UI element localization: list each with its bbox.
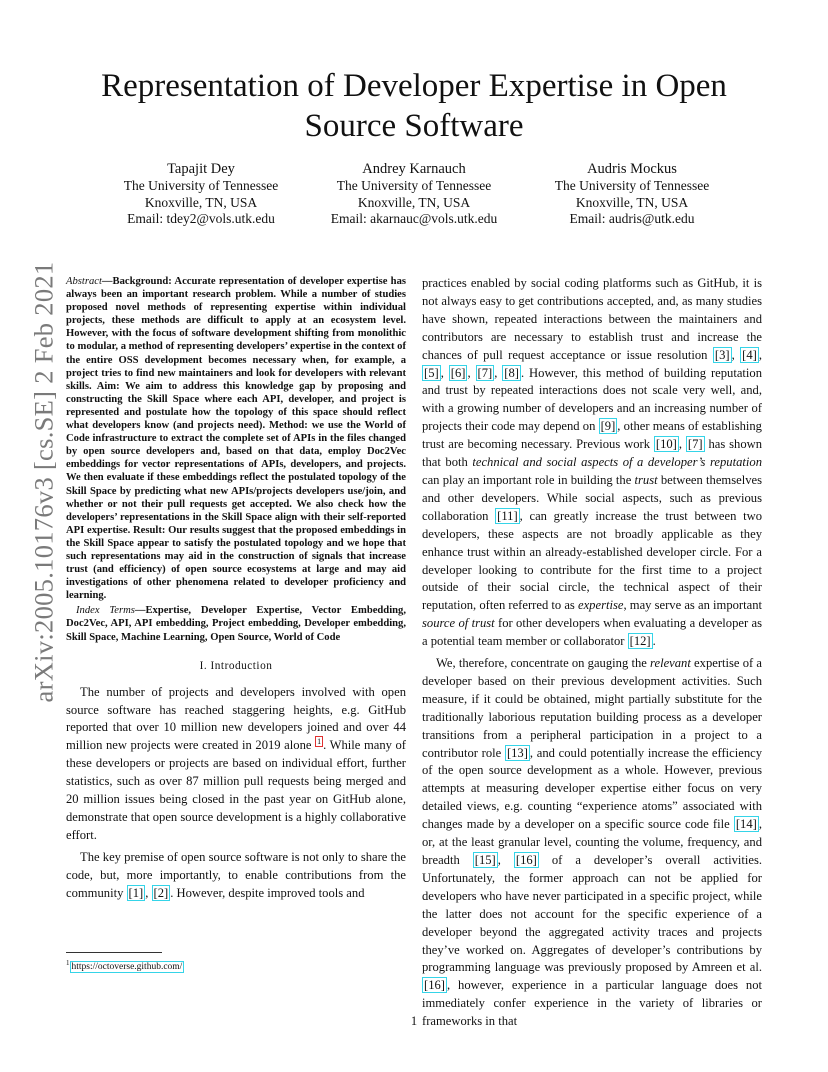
citation-link[interactable]: [6] [450, 365, 466, 380]
author-email: Email: audris@utk.edu [569, 211, 695, 226]
citation-link[interactable]: [15] [474, 853, 496, 867]
text-run: between themselves and other developers. While social aspects, such as previous collaboration [422, 472, 762, 523]
text-run: for other developers when evaluating a developer as a potential team member or collaborator [422, 616, 762, 649]
citation-link[interactable]: [4] [742, 347, 757, 362]
citation-link[interactable]: [7] [477, 365, 493, 380]
text-run: . While many of these developers or projects are based on individual effort, further statistics, such as over 87 million pull requests being merged and 20 million issues being closed in the past year on GitHub alone, demonstrate that open source development is a highly collaborative effort. [66, 738, 407, 842]
citation-link[interactable]: [8] [504, 365, 519, 380]
intro-paragraph-1 [66, 684, 406, 845]
text-run: , other means of establishing trust are becoming necessary. Previous work [422, 419, 762, 452]
emphasis: source of trust [422, 616, 495, 631]
text-run: , and could potentially increase the efficiency of the open source development as a whole. However, previous attempts at measuring developer expertise either focus on very detailed views, e.g. counting “experience atoms” associated with changes made by a developer on a specific source code file [422, 745, 763, 832]
text-run: The number of projects and developers involved with open source software has reached staggering heights, e.g. GitHub reported that over 10 million new developers joined and over 44 million new projects were created in 2019 alone [66, 684, 406, 753]
index-terms-text: —Expertise, Developer Expertise, Vector Embedding, Doc2Vec, API, API embedding, Project embedding, Developer embedding, Skill Space, Machine Learning, Open Source, World of Code [66, 605, 406, 643]
emphasis: relevant [650, 656, 691, 671]
citation-link[interactable]: [14] [735, 817, 757, 832]
footnote [66, 959, 184, 972]
text-run: , or, at the least granular level, counting the volume, frequency, and breadth [422, 817, 762, 867]
footnote-rule [66, 952, 162, 953]
abstract-text: —Background: Accurate representation of developer expertise has always been an important research problem. While a number of studies proposed novel methods of representing expertise within individual projects, these methods are difficult to apply at an ecosystem level. However, with the focus of software development shifting from monolithic to modular, a method of representing developers’ expertise in the context of the entire OSS development becomes necessary when, for example, a project tries to find new maintainers and look for developers with relevant skills. Aim: We aim to address this knowledge gap by proposing and constructing the Skill Space where each API, developer, and project is represented and postulate how the topology of this space should reflect what developers know (and projects need). Method: we use the World of Code infrastructure to extract the complete set of APIs in the files changed by open source developers and, based on that data, employ Doc2Vec embeddings for vector representations of APIs, developers, and projects. We then evaluate if these embeddings reflect the postulated topology of the Skill Space by predicting what new APIs/projects developers use/join, and whether or not their pull requests get accepted. We also check how the developers’ representations in the Skill Space align with their self-reported API expertise. Result: Our results suggest that the proposed embeddings in the Skill Space appear to satisfy the postulated topology and we hope that such representations may aid in the construction of signals that increase trust (and efficiency) of open source ecosystems at large and may aid investigations of other phenomena related to developer proficiency and learning. [66, 276, 406, 602]
text-run: , may serve as an important [623, 598, 762, 613]
emphasis: expertise [578, 598, 624, 613]
footnote-url-link[interactable]: https://octoverse.github.com/ [71, 962, 183, 973]
left-column [66, 275, 406, 903]
page-number: 1 [410, 1014, 418, 1028]
citation-link[interactable]: [13] [506, 745, 528, 760]
intro-paragraph-2 [66, 849, 406, 903]
emphasis: technical and social aspects of a developer’s reputation [472, 455, 762, 470]
citation-link[interactable]: [2] [153, 885, 169, 900]
author-name: Audris Mockus [587, 161, 677, 177]
citation-link[interactable]: [12] [629, 634, 651, 649]
citation-link[interactable]: [5] [424, 365, 439, 380]
citation-link[interactable]: [11] [497, 508, 518, 523]
index-terms [66, 604, 406, 643]
text-run: . [652, 634, 656, 649]
abstract [66, 275, 406, 602]
author-location: Knoxville, TN, USA [575, 194, 689, 210]
text-run: practices enabled by social coding platforms such as GitHub, it is not always easy to get contributions accepted, and, as many studies have shown, repeated interactions between the maintainers and contributors are necessary to establish trust and increase the chances of pull request acceptance or issue resolution [422, 276, 762, 362]
citation-link[interactable]: [16] [424, 978, 445, 993]
text-run: , can greatly increase the trust between two developers, these aspects are not broadly applicable as they enhance trust within an already-established developer circle. For a developer looking to contribute for the first time to a project outside of their social circle, the technical aspect of their reputation, often referred to as [422, 508, 762, 613]
citation-link[interactable]: [7] [687, 437, 703, 452]
right-column [422, 275, 762, 1031]
author-block-1 [86, 161, 316, 228]
text-run: We, therefore, concentrate on gauging the [436, 656, 651, 671]
emphasis: trust [634, 472, 658, 487]
index-terms-lead: Index Terms [76, 605, 135, 617]
text-run: of a developer’s overall activities. Unfortunately, the former approach can not be applied for developers who have never participated in a specific project, while the latter does not account for the specific experience of a developer beyond the aggregated activity traces and projects they’ve worked on. Aggregates of developer’s contributions by programming language was previously proposed by Amreen et al. [422, 853, 762, 975]
author-location: Knoxville, TN, USA [357, 194, 471, 210]
text-run: expertise of a developer based on their previous development activities. Such measure, if it could be obtained, might partially substitute for the traditionally laborious reputation building process as a developer transitions from a peripheral participation in a project to a contributor role [422, 656, 763, 760]
citation-link[interactable]: [3] [714, 347, 730, 362]
author-email: Email: akarnauc@vols.utk.edu [330, 211, 498, 226]
footnote-marker[interactable]: 1 [317, 737, 322, 747]
text-run: , however, experience in a particular language does not immediately confer experience in the variety of libraries or frameworks in that [422, 978, 762, 1029]
author-affiliation: The University of Tennessee [336, 178, 492, 193]
author-email: Email: tdey2@vols.utk.edu [127, 211, 275, 226]
author-block-2 [299, 161, 529, 228]
author-name: Tapajit Dey [167, 161, 235, 177]
citation-link[interactable]: [16] [515, 853, 537, 867]
author-name: Andrey Karnauch [362, 161, 466, 177]
text-run: can play an important role in building the [422, 472, 635, 487]
text-run: has shown that both [422, 437, 763, 470]
author-affiliation: The University of Tennessee [554, 178, 710, 193]
citation-link[interactable]: [9] [600, 419, 616, 434]
author-affiliation: The University of Tennessee [123, 178, 279, 193]
text-run: . However, despite improved tools and [170, 885, 365, 900]
footnote-number: 1 [66, 959, 70, 967]
text-run: . However, this method of building reputation and trust by repeated interactions does not scale very well, and, with a growing number of developers and an increasing number of projects their code may depend on [422, 365, 763, 434]
arxiv-identifier: arXiv:2005.10176v3 [cs.SE] 2 Feb 2021 [28, 261, 59, 703]
author-block-3 [517, 161, 747, 228]
text-run: The key premise of open source software is not only to share the code, but, more importantly, to enable contributions from the community [66, 849, 406, 900]
text-run: , [145, 885, 152, 900]
abstract-lead: Abstract [66, 276, 102, 287]
right-paragraph-1: practices enabled by social coding platforms such as GitHub, it is not always easy to get contributions accepted, and, as many studies have shown, repeated interactions between the maintainers and contributors are necessary to establish trust and increase the chances of pull request acceptance or issue resolution [3] , [4] , [5] , [6] , [7] , [8] . However, this method of building reputation and trust by repeated interactions does not scale very well, and, with a growing number of developers and an increasing number of projects their code may depend on [9] , other means of establishing trust are becoming necessary. Previous work [10] , [7] has shown that both technical and social aspects of a developer’s reputation can play an important role in building the trust between themselves and other developers. While social aspects, such as previous collaboration [11] , can greatly increase the trust between two developers, these aspects are not broadly applicable as they enhance trust within an already-established developer circle. For a developer looking to contribute for the first time to a project outside of their social circle, the technical aspect of their reputation, often referred to as expertise, may serve as an important source of trust for other developers when evaluating a developer as a potential team member or collaborator [12] . [422, 276, 763, 649]
citation-link[interactable]: [1] [128, 885, 144, 900]
right-paragraph-2: We, therefore, concentrate on gauging the relevant expertise of a developer based on their previous development activities. Such measure, if it could be obtained, might partially substitute for the traditionally laborious reputation building process as a developer transitions from a peripheral participation in a project to a contributor role [13] , and could potentially increase the efficiency of the open source development as a whole. However, previous attempts at measuring developer expertise either focus on very detailed views, e.g. counting “experience atoms” associated with changes made by a developer on a specific source code file [14] , or, at the least granular level, counting the volume, frequency, and breadth [15] , [16] of a developer’s overall activities. Unfortunately, the former approach can not be applied for developers who have never participated in a specific project, while the latter does not account for the specific experience of a developer beyond the aggregated activity traces and projects they’ve worked on. Aggregates of developer’s contributions by programming language was previously proposed by Amreen et al. [16] , however, experience in a particular language does not immediately confer experience in the variety of libraries or frameworks in that [422, 656, 763, 1029]
author-location: Knoxville, TN, USA [144, 194, 258, 210]
paper-title: Representation of Developer Expertise in Open Source Software [101, 68, 727, 144]
citation-link[interactable]: [10] [655, 437, 677, 452]
section-heading-introduction: I. Introduction [199, 659, 273, 672]
